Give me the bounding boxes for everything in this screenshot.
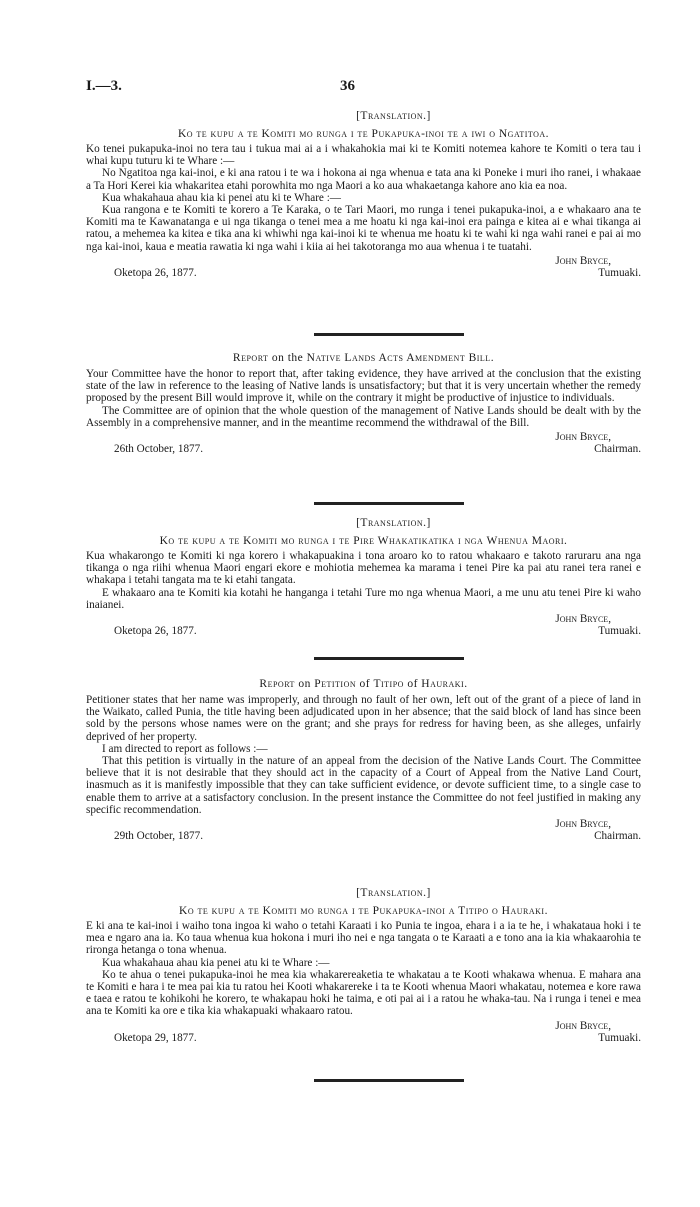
paragraph: Ko te ahua o tenei pukapuka-inoi he mea kia whakarereaketia te whakatau a te Kooti whakawa whenua. E mahara ana te Komiti e hara i te mea pai kia tu ratou hei Kooti whakarereke i ta te Kooti whenua Maori whakatau, notemea e kore rawa e taea e ratou te kohikohi he korero, te whakapau hoki he taima, e oti pai ai i a ratou he whaka-tau. Na i runga i tenei e mea ana te Komiti ka ore e tika kia whakapuaki whakaaro ratou. — [86, 968, 641, 1018]
paragraph: That this petition is virtually in the nature of an appeal from the decision of the Native Lands Court. The Committee believe that it is not desirable that they should act in the capacity of a Court of Appeal from the Native Land Court, inasmuch as it is manifestly impossible that they can take sufficient evidence, or devote sufficient time, to a single case to enable them to arrive at a satisfactory conclusion. In the present instance the Committee do not feel justified in making any specific recommendation. — [86, 755, 641, 816]
paragraph: Petitioner states that her name was improperly, and through no fault of her own, left out of the grant of a piece of land in the Waikato, called Punia, the title having been adjudicated upon in her absence; that the said block of land has since been sold by the persons whose names were on the grant; and she prays for redress for having been, as she alleges, unfairly deprived of her property. — [86, 694, 641, 743]
section-native-lands-report — [86, 351, 641, 457]
paragraph: Your Committee have the honor to report that, after taking evidence, they have arrived at the conclusion that the existing state of the law in reference to the leasing of Native lands is unsatisfactory; but that it is very uncertain whether the remedy proposed by the present Bill would improve it, while on the contrary it might be productive of injustice to individuals. — [86, 368, 641, 405]
section-titipo-petition-report — [86, 677, 641, 844]
section-title: Report on Petition of Titipo of Hauraki. — [259, 678, 468, 690]
signature-block — [86, 613, 641, 639]
signature-date: Oketopa 29, 1877. — [114, 1031, 197, 1044]
signature-date: Oketopa 26, 1877. — [114, 266, 197, 279]
paragraph: Kua whakahaua ahau kia ki penei atu ki te Whare :— — [102, 191, 341, 204]
signature-role: Tumuaki. — [598, 266, 641, 279]
page-number: 36 — [340, 78, 355, 94]
signature-name: John Bryce, — [555, 613, 611, 626]
signature-role: Chairman. — [594, 443, 641, 456]
translation-label: [Translation.] — [356, 110, 431, 122]
page-header — [86, 78, 641, 98]
translation-label: [Translation.] — [356, 887, 431, 899]
section-title: Ko te kupu a te Komiti mo runga i te Pire Whakatikatika i nga Whenua Maori. — [159, 535, 568, 547]
signature-name: John Bryce, — [555, 818, 611, 831]
section-translation-titipo — [86, 886, 641, 1046]
signature-name: John Bryce, — [555, 254, 611, 267]
signature-date: Oketopa 26, 1877. — [114, 625, 197, 638]
signature-role: Tumuaki. — [598, 1031, 641, 1044]
paragraph: E ki ana te kai-inoi i waiho tona ingoa ki waho o tetahi Karaati i ko Punia te ingoa, ehara i a ia te he, i whakataua hoki i te mea e ngaro ana ia. Ko taua whenua kua hokona i muri iho nei e nga tangata o te Karaati a e tono ana ia kia whakaarohia te rironga hetanga o tona whenua. — [86, 920, 641, 957]
signature-block — [86, 431, 641, 457]
signature-role: Chairman. — [594, 830, 641, 843]
signature-block — [86, 255, 641, 281]
section-translation-ngatitoa — [86, 109, 641, 281]
signature-role: Tumuaki. — [598, 625, 641, 638]
paper-reference: I.—3. — [86, 78, 122, 94]
section-title: Report on the Native Lands Acts Amendment Bill. — [232, 352, 495, 364]
signature-date: 26th October, 1877. — [114, 443, 204, 456]
signature-name: John Bryce, — [555, 1019, 611, 1032]
paragraph: Kua rangona e te Komiti te korero a Te Karaka, o te Tari Maori, mo runga i tenei pukapuka-inoi, a e whakaaro ana te Komiti ma te Kawanatanga e ui nga tikanga o tenei mea a me hoatu ki nga kai-inoi era painga e kitea ai e whai tikanga ai ratou, a mehemea ka kitea e tika ana ki whiwhi nga kai-inoi ki te whenua me hoatu ki te wahi ki nga wahi ranei e pai ai mo nga kai-inoi, kaua e meatia rawatia ki nga wahi i kiia ai hei takotoranga mo aua whenua i te tuatahi. — [86, 204, 641, 253]
signature-block — [86, 818, 641, 844]
paragraph: Kua whakahaua ahau kia penei atu ki te Whare :— — [102, 956, 330, 969]
signature-name: John Bryce, — [555, 431, 611, 444]
paragraph: E whakaaro ana te Komiti kia kotahi he hanganga i tetahi Ture mo nga whenua Maori, a me unu atu tenei Pire ki waho inaianei. — [86, 586, 641, 611]
paragraph: The Committee are of opinion that the whole question of the management of Native Lands should be dealt with by the Assembly in a comprehensive manner, and in the meantime recommend the withdrawal of the Bill. — [86, 404, 641, 429]
section-translation-pire — [86, 516, 641, 639]
section-divider — [314, 1079, 464, 1082]
section-divider — [314, 333, 464, 336]
translation-label: [Translation.] — [356, 517, 431, 529]
paragraph: Kua whakarongo te Komiti ki nga korero i whakapuakina i tona aroaro ko to ratou whakaaro e takoto raruraru ana nga tikanga o nga riihi whenua Maori engari ekore e mohiotia mehemea ka marama i tenei Pire ka pai atu ranei tera ranei e whakapa i tetahi tangata ma te ki etahi tangata. — [86, 550, 641, 587]
signature-block — [86, 1020, 641, 1046]
paragraph: I am directed to report as follows :— — [102, 742, 268, 755]
section-divider — [314, 502, 464, 505]
paragraph: No Ngatitoa nga kai-inoi, e ki ana ratou i te wa i hokona ai nga whenua e tata ana ki Poneke i muri iho ranei, i whakaae a Ta Hori Kerei kia whakaritea etahi porowhita mo nga Maori a ko aua whakaetanga kahore ano kia ea noa. — [86, 167, 641, 192]
paragraph: Ko tenei pukapuka-inoi no tera tau i tukua mai ai a i whakahokia mai ki te Komiti notemea kahore te Komiti o tera tau i whai kupu tuturu ki te Whare :— — [86, 143, 641, 168]
section-divider — [314, 657, 464, 660]
section-title: Ko te kupu a te Komiti mo runga i te Pukapuka-inoi te a iwi o Ngatitoa. — [177, 128, 550, 140]
section-title: Ko te kupu a te Komiti mo runga i te Pukapuka-inoi a Titipo o Hauraki. — [179, 905, 548, 917]
signature-date: 29th October, 1877. — [114, 830, 204, 843]
